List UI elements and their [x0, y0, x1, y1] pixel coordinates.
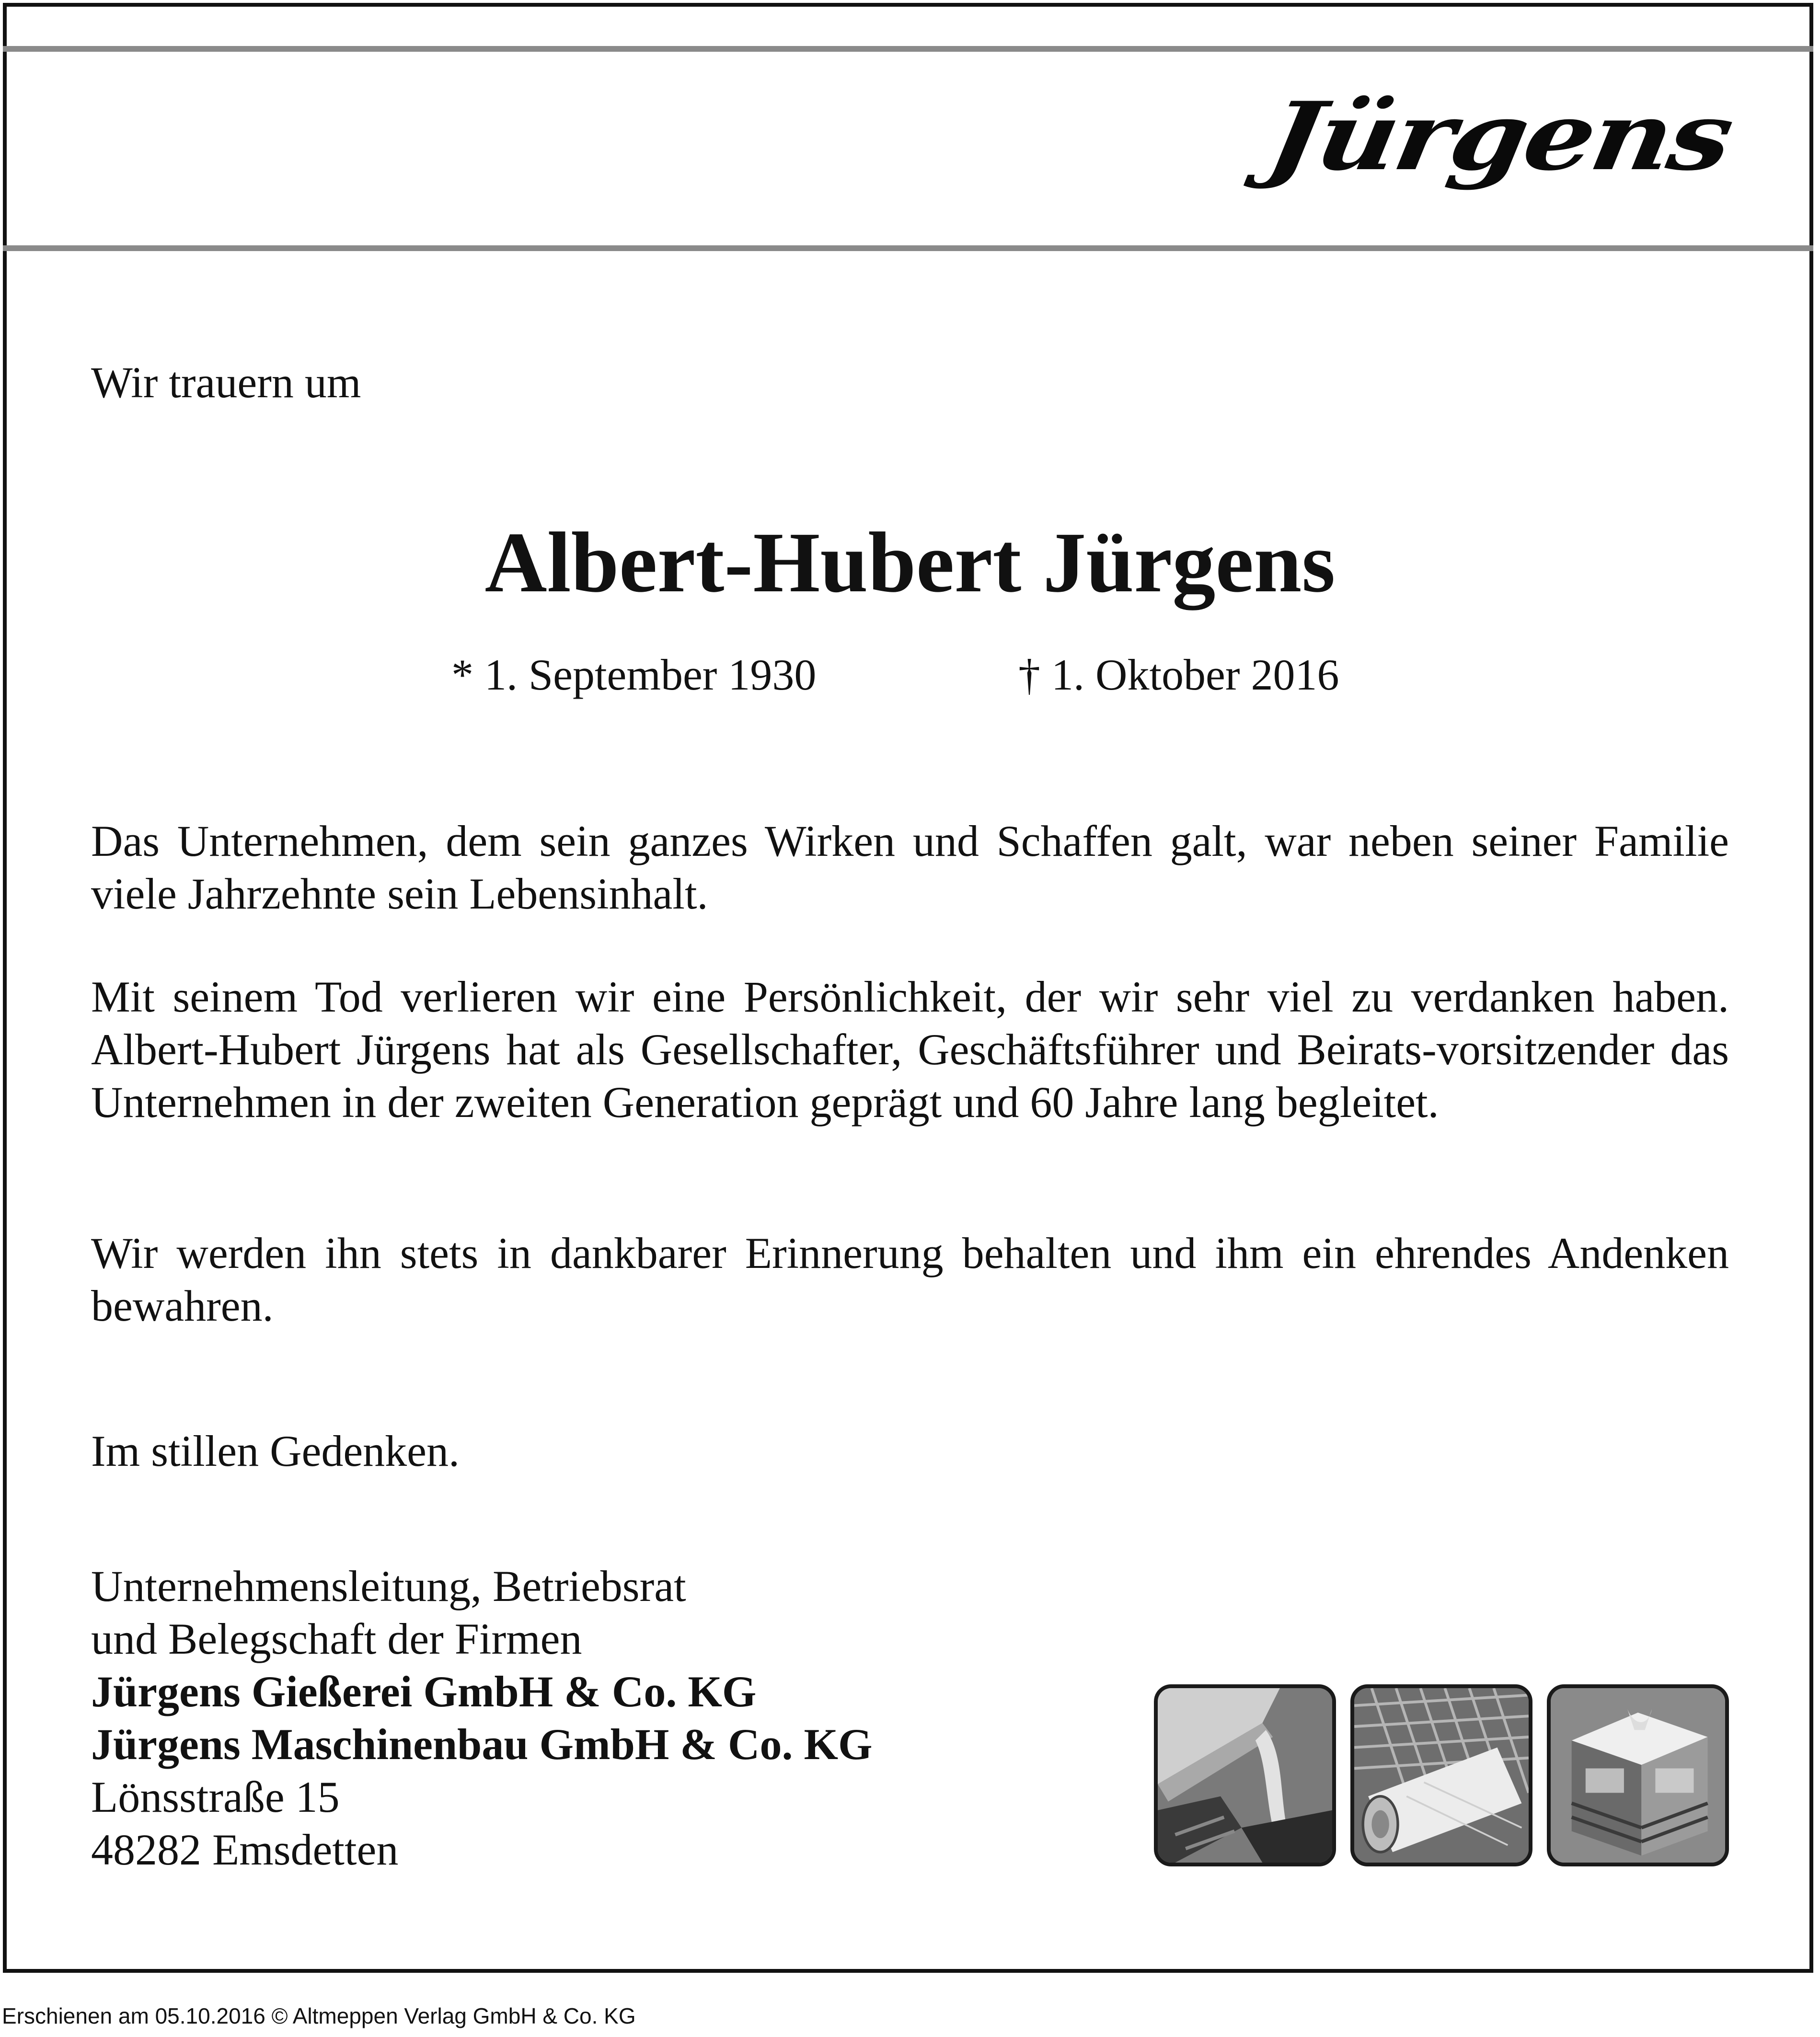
deceased-name: Albert-Hubert Jürgens: [484, 515, 1336, 610]
city-address: 48282 Emsdetten: [91, 1825, 399, 1874]
company-name-2: Jürgens Maschinenbau GmbH & Co. KG: [91, 1720, 873, 1769]
birth-date: * 1. September 1930: [451, 650, 817, 699]
closing-text: Im stillen Gedenken.: [91, 1427, 460, 1475]
publication-footer: Erschienen am 05.10.2016 © Altmeppen Verlag GmbH & Co. KG: [2, 2003, 636, 2028]
paragraph-1: Das Unternehmen, dem sein ganzes Wirken und Schaffen galt, war neben seiner Familie viele Jahrzehnte sein Lebensinhalt.: [91, 817, 1729, 918]
header-rule: [3, 245, 1813, 251]
signature-line-1: Unternehmensleitung, Betriebsrat: [91, 1562, 686, 1611]
intro-text: Wir trauern um: [91, 358, 361, 407]
company-name-1: Jürgens Gießerei GmbH & Co. KG: [91, 1667, 757, 1716]
company-logo: Jürgens: [1259, 81, 1739, 192]
company-icons: [1154, 1684, 1731, 1866]
death-date: † 1. Oktober 2016: [1018, 650, 1339, 699]
signature-line-2: und Belegschaft der Firmen: [91, 1614, 582, 1663]
foundry-pouring-icon: [1154, 1684, 1336, 1866]
casting-mold-icon: [1547, 1684, 1729, 1866]
paragraph-3: Wir werden ihn stets in dankbarer Erinnerung behalten und ihm ein ehrendes Andenken bewahren.: [91, 1229, 1729, 1330]
signature-block: [91, 1560, 873, 1876]
top-rule: [3, 46, 1813, 52]
roll-machining-icon: [1350, 1684, 1532, 1866]
paragraph-2: Mit seinem Tod verlieren wir eine Persönlichkeit, der wir sehr viel zu verdanken haben. Albert-Hubert Jürgens hat als Gesellschafter, Geschäftsführer und Beirats-vorsitzender das Unternehmen in der zweiten Generation geprägt und 60 Jahre lang begleitet.: [91, 972, 1729, 1127]
street-address: Lönsstraße 15: [91, 1772, 340, 1821]
